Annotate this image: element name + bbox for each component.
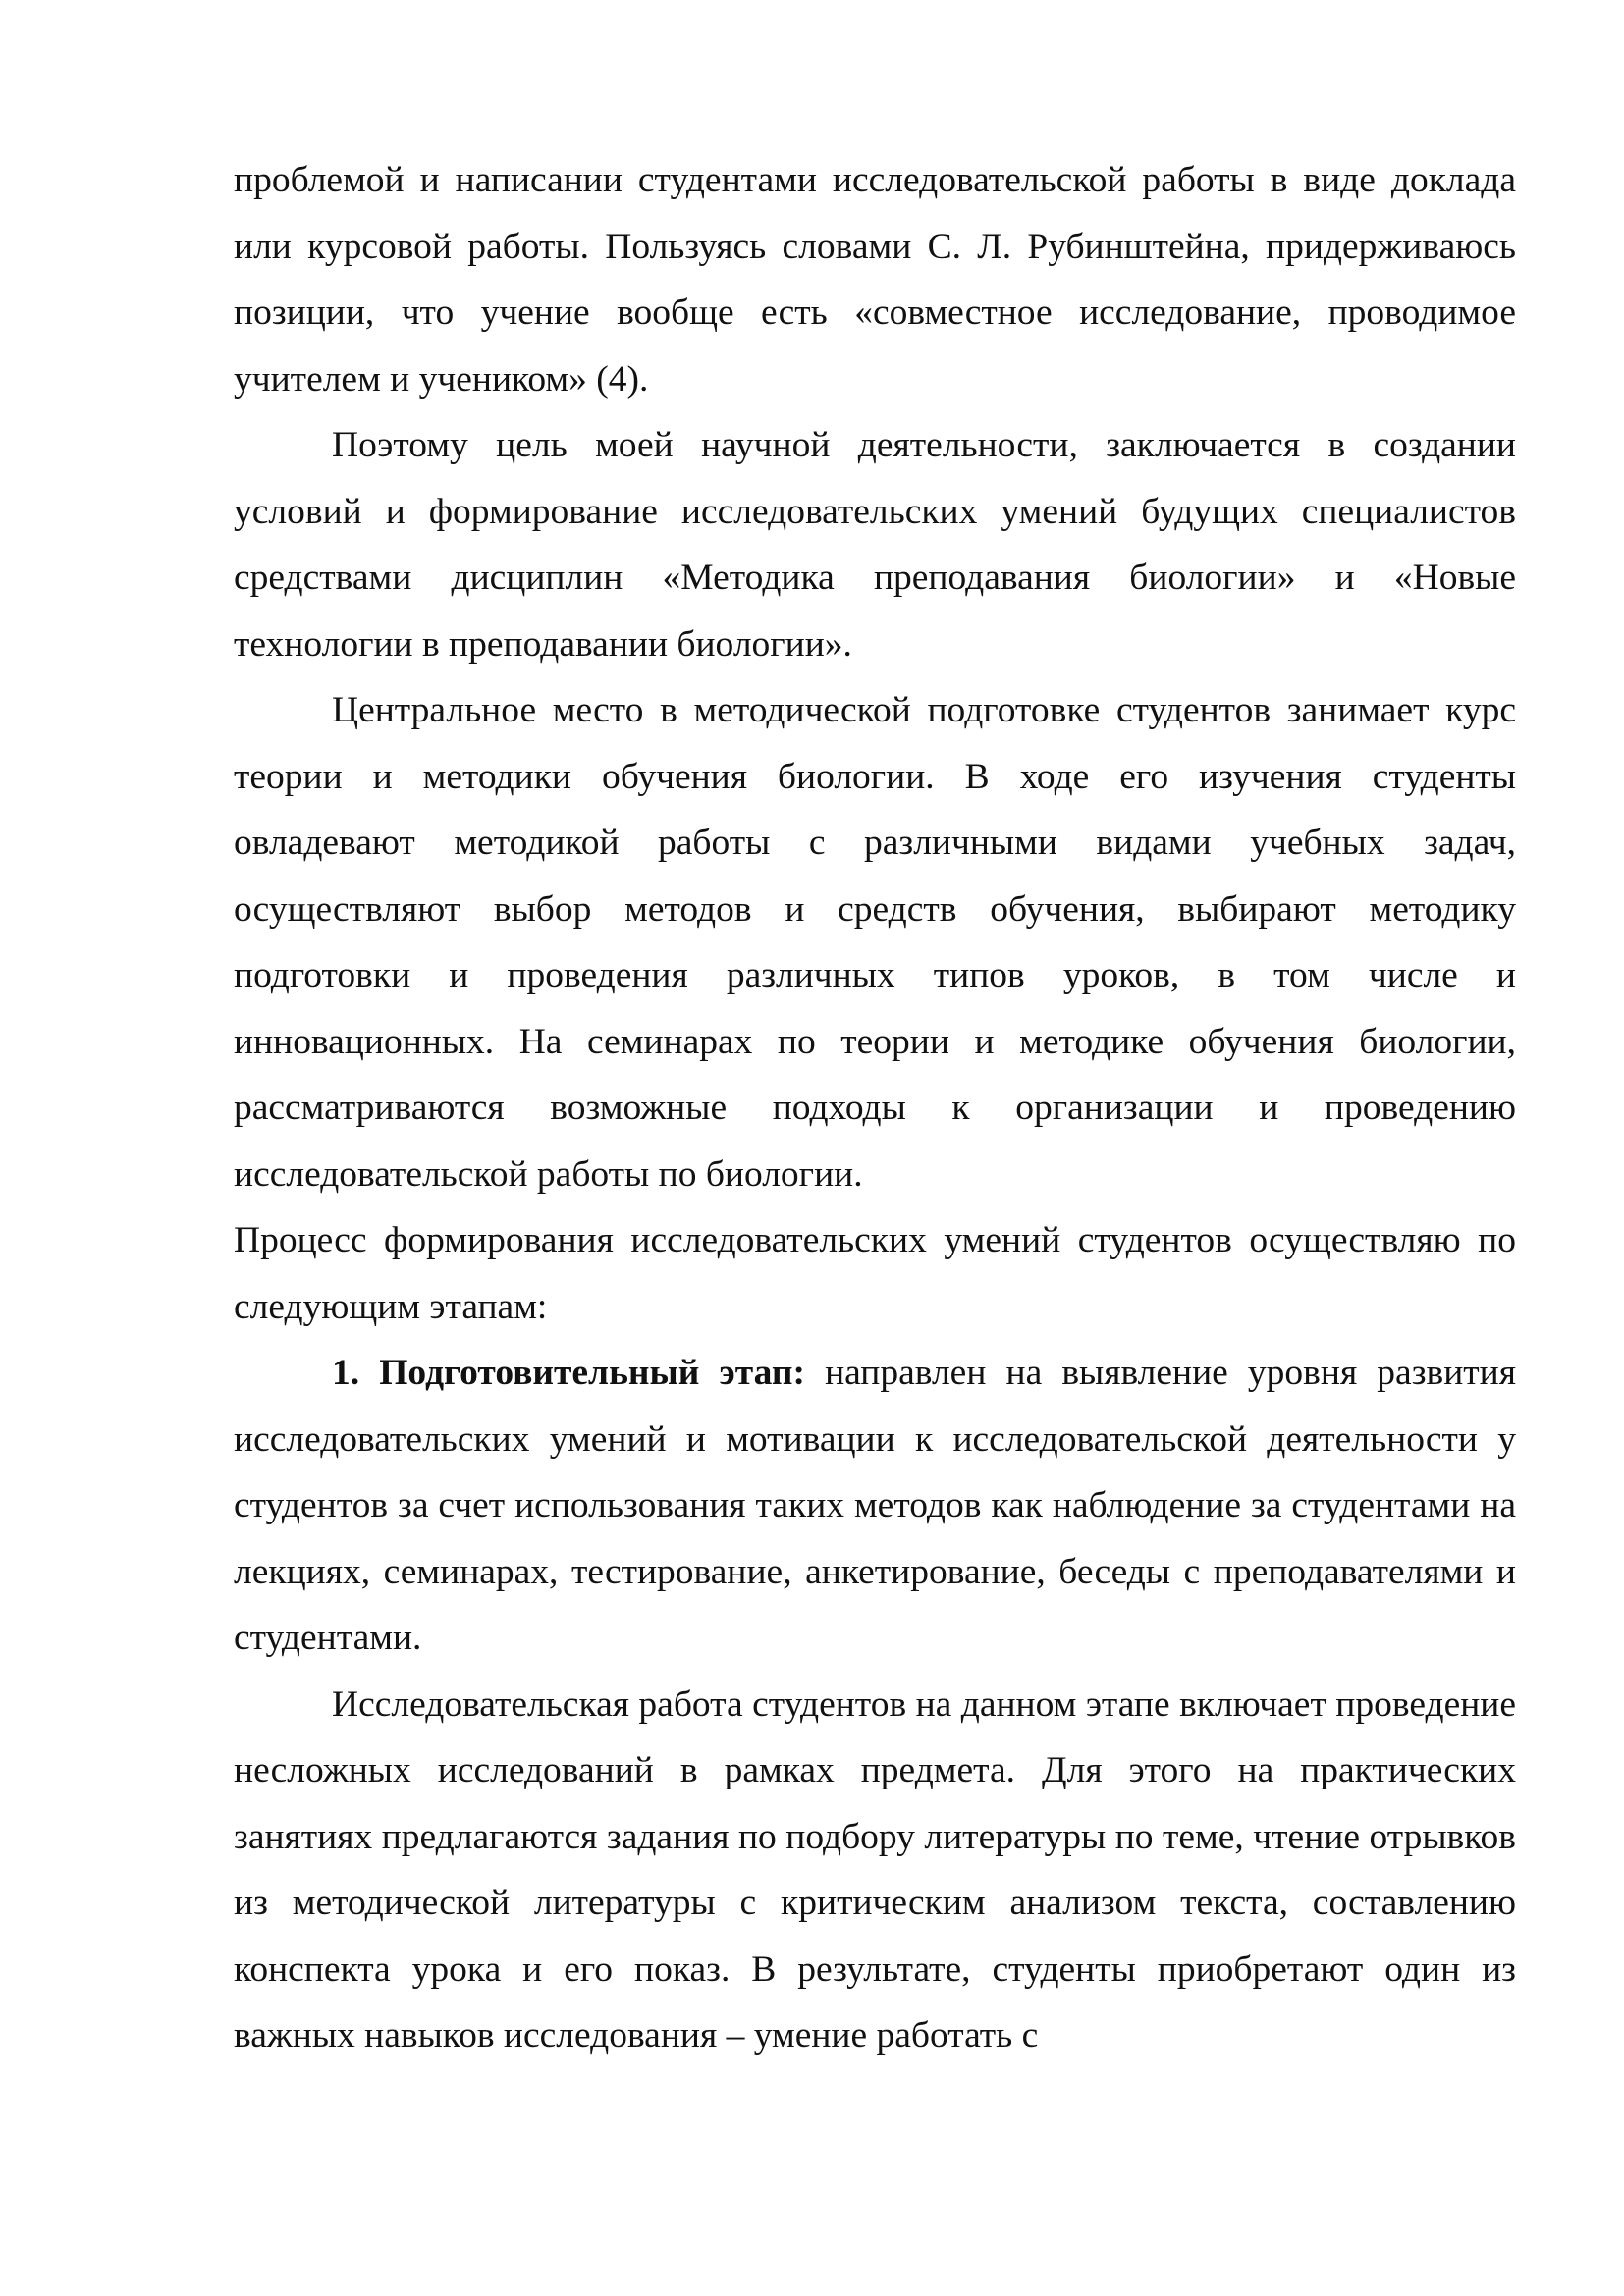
paragraph-process-stages: Процесс формирования исследовательских умений студентов осуществляю по следующим этапам: xyxy=(234,1220,1516,1327)
paragraph-methodology-course: Центральное место в методической подготовке студентов занимает курс теории и методики обучения биологии. В ходе его изучения студенты овладевают методикой работы с различными видами учебных задач, осуществляют выбор методов и средств обучения, выбирают методику подготовки и проведения различных типов уроков, в том числе и инновационных. На семинарах по теории и методике обучения биологии, рассматриваются возможные подходы к организации и проведению исследовательской работы по биологии. xyxy=(234,690,1516,1195)
preparatory-stage-heading: 1. Подготовительный этап: xyxy=(332,1353,805,1393)
paragraph-student-research-work: Исследовательская работа студентов на данном этапе включает проведение несложных исследований в рамках предмета. Для этого на практических занятиях предлагаются задания по подбору литературы по теме, чтение отрывков из методической литературы с критическим анализом текста, составлению конспекта урока и его показ. В результате, студенты приобретают один из важных навыков исследования – умение работать с xyxy=(234,1683,1516,2056)
document-body xyxy=(234,147,1516,2069)
paragraph-research-goal: Поэтому цель моей научной деятельности, заключается в создании условий и формирование исследовательских умений будущих специалистов средствами дисциплин «Методика преподавания биологии» и «Новые технологии в преподавании биологии». xyxy=(234,425,1516,665)
paragraph-continuation: проблемой и написании студентами исследовательской работы в виде доклада или курсовой работы. Пользуясь словами С. Л. Рубинштейна, придерживаюсь позиции, что учение вообще есть «совместное исследование, проводимое учителем и учеником» (4). xyxy=(234,160,1516,400)
paragraph-preparatory-stage xyxy=(234,1340,1516,1672)
preparatory-stage-text: направлен на выявление уровня развития исследовательских умений и мотивации к исследовательской деятельности у студентов за счет использования таких методов как наблюдение за студентами на лекциях, семинарах, тестирование, анкетирование, беседы с преподавателями и студентами. xyxy=(234,1353,1516,1658)
